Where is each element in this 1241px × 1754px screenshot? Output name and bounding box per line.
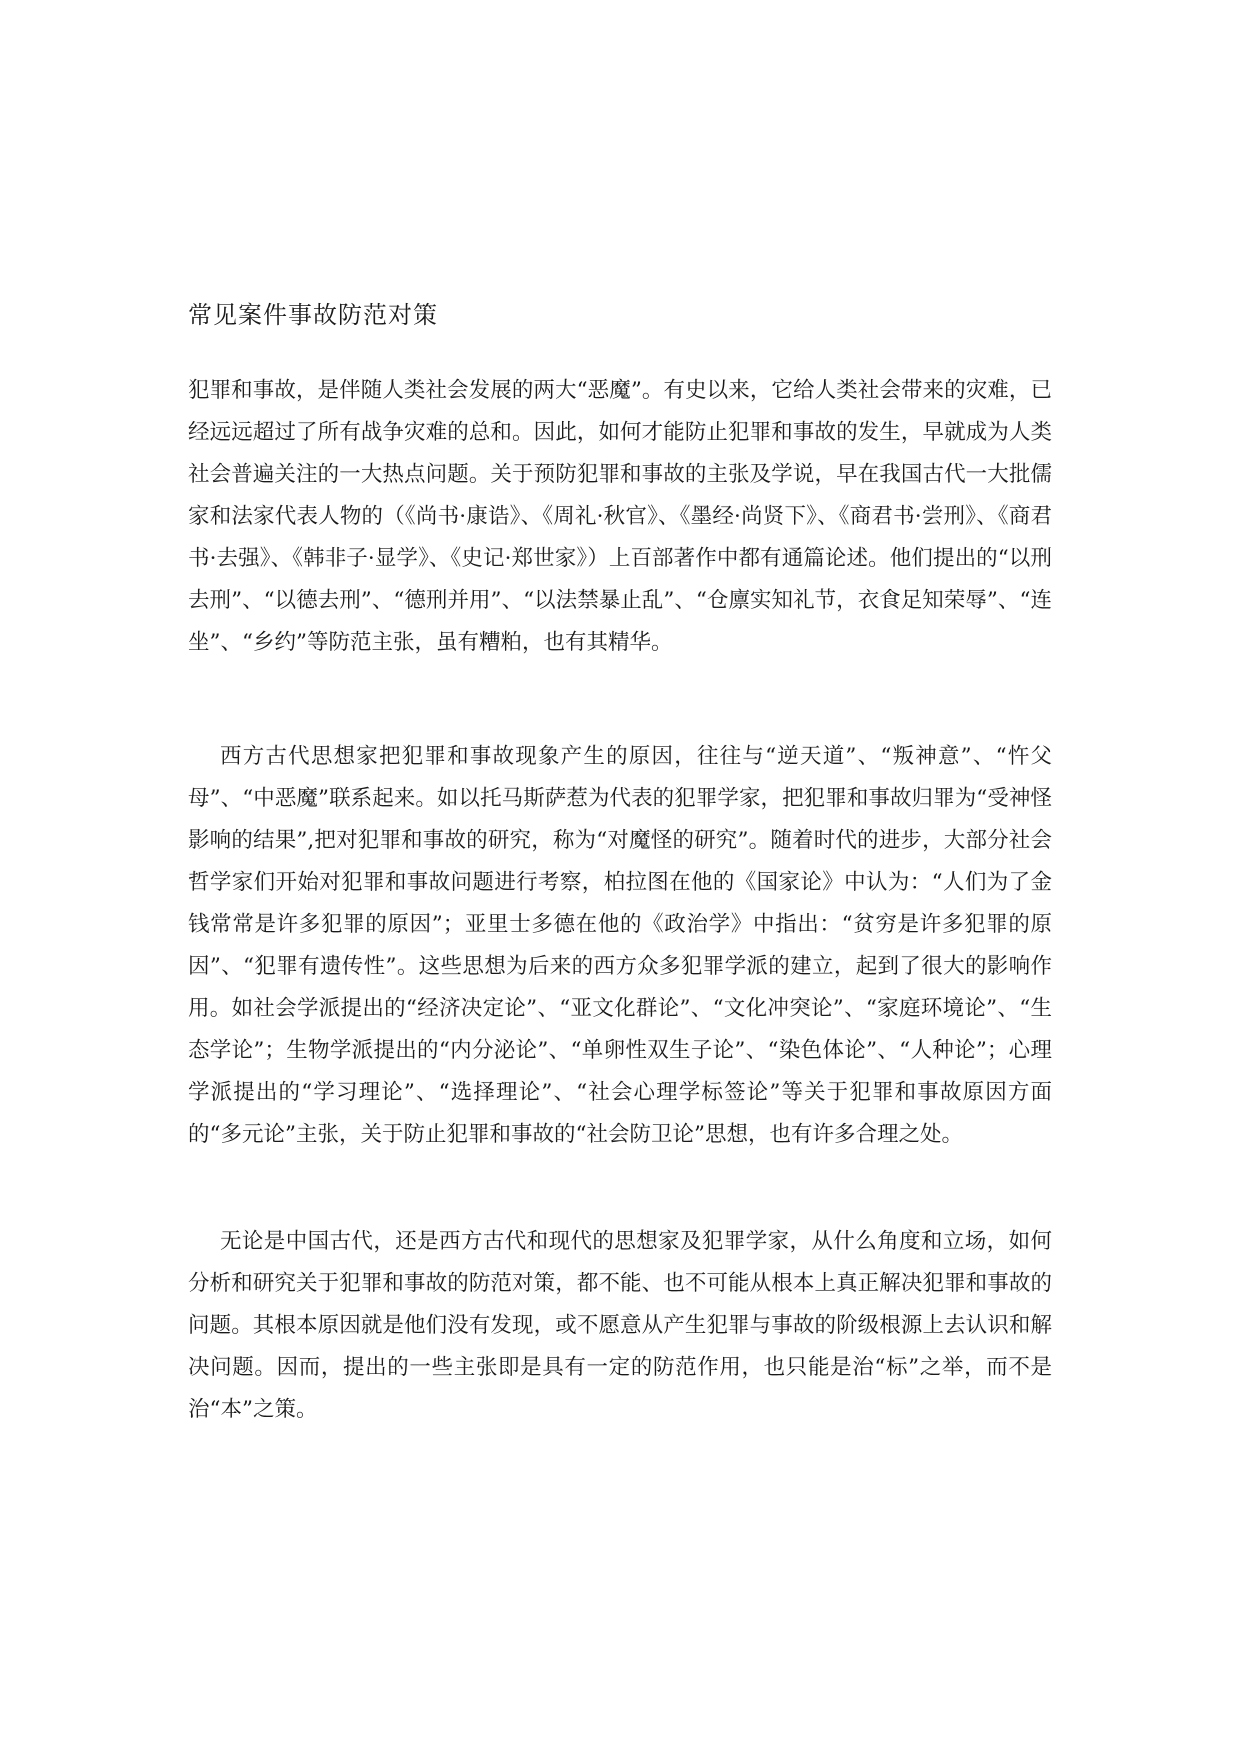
- paragraph-1: 犯罪和事故，是伴随人类社会发展的两大“恶魔”。有史以来，它给人类社会带来的灾难，已经远远超过了所有战争灾难的总和。因此，如何才能防止犯罪和事故的发生，早就成为人类社会普遍关注的一大热点问题。关于预防犯罪和事故的主张及学说，早在我国古代一大批儒家和法家代表人物的（《尚书·康诰》、《周礼·秋官》、《墨经·尚贤下》、《商君书·尝刑》、《商君书·去强》、《韩非子·显学》、《史记·郑世家》）上百部著作中都有通篇论述。他们提出的“以刑去刑”、“以德去刑”、“德刑并用”、“以法禁暴止乱”、“仓廪实知礼节，衣食足知荣辱”、“连坐”、“乡约”等防范主张，虽有糟粕，也有其精华。: [188, 378, 1052, 655]
- paragraph-2: 西方古代思想家把犯罪和事故现象产生的原因，往往与“逆天道”、“叛神意”、“忤父母”、“中恶魔”联系起来。如以托马斯萨惹为代表的犯罪学家，把犯罪和事故归罪为“受神怪影响的结果”,把对犯罪和事故的研究，称为“对魔怪的研究”。随着时代的进步，大部分社会哲学家们开始对犯罪和事故问题进行考察，柏拉图在他的《国家论》中认为：“人们为了金钱常常是许多犯罪的原因”；亚里士多德在他的《政治学》中指出：“贫穷是许多犯罪的原因”、“犯罪有遗传性”。这些思想为后来的西方众多犯罪学派的建立，起到了很大的影响作用。如社会学派提出的“经济决定论”、“亚文化群论”、“文化冲突论”、“家庭环境论”、“生态学论”；生物学派提出的“内分泌论”、“单卵性双生子论”、“染色体论”、“人种论”；心理学派提出的“学习理论”、“选择理论”、“社会心理学标签论”等关于犯罪和事故原因方面的“多元论”主张，关于防止犯罪和事故的“社会防卫论”思想，也有许多合理之处。: [188, 744, 1052, 1147]
- paragraph-3: 无论是中国古代，还是西方古代和现代的思想家及犯罪学家，从什么角度和立场，如何分析和研究关于犯罪和事故的防范对策，都不能、也不可能从根本上真正解决犯罪和事故的问题。其根本原因就是他们没有发现，或不愿意从产生犯罪与事故的阶级根源上去认识和解决问题。因而，提出的一些主张即是具有一定的防范作用，也只能是治“标”之举，而不是治“本”之策。: [188, 1229, 1052, 1422]
- document-title: 常见案件事故防范对策: [188, 301, 438, 329]
